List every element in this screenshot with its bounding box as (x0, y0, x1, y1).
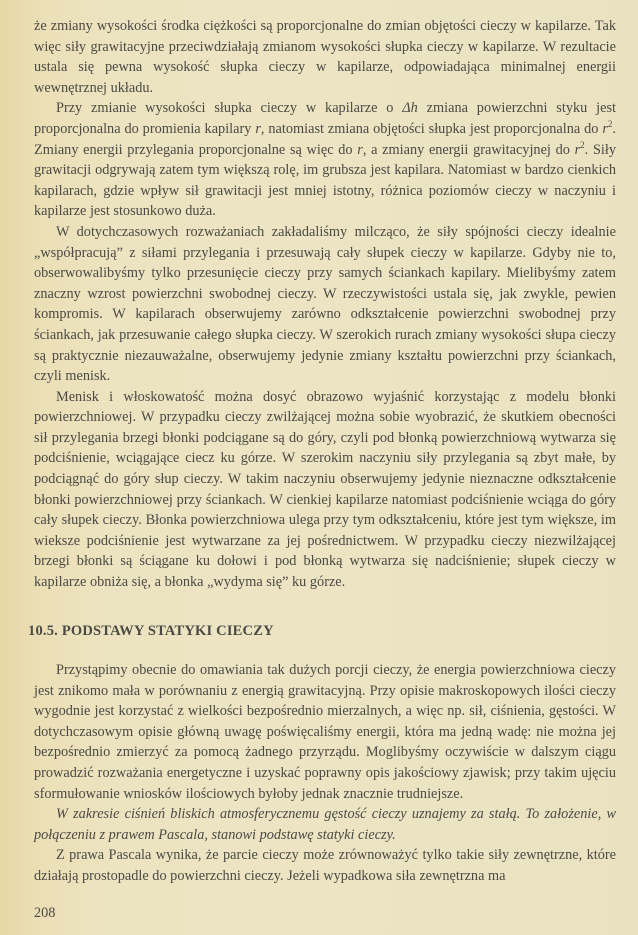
text-run: , a zmiany energii grawitacyjnej do (362, 141, 575, 158)
symbol-r: r (574, 141, 581, 158)
symbol-delta-h: Δh (402, 100, 418, 117)
text-run: , natomiast zmiana objętości słupka jest proporcjonalna do (260, 120, 603, 137)
text-run: . Siły grawitacji odgrywają zatem tym większą rolę, im grubsza jest kapilara. Natomiast w bardzo cienkich kapilarach, gdzie wpływ sił grawitacji jest mniej istotny, różnica poziomów cieczy w naczyniu i kapilarze jest stosunkowo duża. (34, 141, 616, 220)
paragraph-2 (34, 98, 616, 222)
text-run: . Zmiany energii przylegania proporcjonalne są więc do (34, 120, 616, 158)
text-run: zmiana powierzchni styku jest proporcjonalna do promienia kapilary (34, 100, 616, 137)
paragraph-3: W dotychczasowych rozważaniach zakładaliśmy milcząco, że siły spójności cieczy idealnie „współpracują” z siłami przylegania i przesuwają cały słupek cieczy w kapilarze. Gdyby nie to, obserwowalibyśmy tylko przesunięcie cieczy przy samych ściankach kapilary. Mielibyśmy zatem znaczny wzrost powierzchni swobodnej cieczy. W rzeczywistości ustala się, jak zwykle, pewien kompromis. W kapilarach obserwujemy zarówno odkształcenie powierzchni swobodnej przy ściankach, jak przesuwanie całego słupka cieczy. W szerokich rurach zmiany wysokości słupa cieczy są praktycznie niezauważalne, obserwujemy jedynie zmiany kształtu powierzchni przy ściankach, czyli menisk. (34, 223, 616, 385)
symbol-r: r (357, 141, 363, 158)
symbol-r: r (602, 120, 608, 137)
exponent: 2 (607, 118, 613, 129)
symbol-r: r (255, 120, 261, 137)
page-body-section (34, 660, 616, 887)
exponent: 2 (580, 139, 585, 150)
section-heading: 10.5. PODSTAWY STATYKI CIECZY (28, 623, 274, 639)
paragraph-7: Z prawa Pascala wynika, że parcie cieczy może zrównoważyć tylko takie siły zewnętrzne, które działają prostopadle do powierzchni cieczy. Jeżeli wypadkowa siła zewnętrzna ma (34, 847, 616, 884)
paragraph-5: Przystąpimy obecnie do omawiania tak dużych porcji cieczy, że energia powierzchniowa cieczy jest znikomo mała w porównaniu z energią grawitacyjną. Przy opisie makroskopowych ilości cieczy wygodnie jest korzystać z wielkości bezpośrednio mierzalnych, a więc np. sił, ciśnienia, gęstości. W dotychczasowym opisie główną uwagę poświęcaliśmy energii, która ma jedną wadę: nie można jej bezpośrednio zmierzyć za pomocą żadnego przyrządu. Moglibyśmy oczywiście w dalszym ciągu prowadzić rozważania energetyczne i uzyskać poprawny opis jakościowy zjawisk; przy takim ujęciu sformułowanie wniosków ilościowych byłoby jednak znacznie trudniejsze. (34, 662, 616, 802)
text-run: Przy zmianie wysokości słupka cieczy w kapilarze o (56, 100, 403, 117)
paragraph-1: że zmiany wysokości środka ciężkości są proporcjonalne do zmian objętości cieczy w kapilarze. Tak więc siły grawitacyjne przeciwdziałają zmianom wysokości słupka cieczy w kapilarze. W rezultacie ustala się pewna wysokość słupka cieczy w kapilarze, odpowiadająca minimalnej energii wewnętrznej układu. (34, 18, 616, 96)
paragraph-4: Menisk i włoskowatość można dosyć obrazowo wyjaśnić korzystając z modelu błonki powierzchniowej. W przypadku cieczy zwilżającej można sobie wyobrazić, że skutkiem obecności sił przylegania brzegi błonki podciągane są do góry, czyli pod błonką powierzchniową wytwarza się podciśnienie, wciągające ciecz ku górze. W szerokim naczyniu siły przylegania są zbyt małe, by podciągnąć do góry słup cieczy. W takim naczyniu obserwujemy jedynie nieznaczne odkształcenie błonki powierzchniowej przy ściankach. W cienkiej kapilarze natomiast podciśnienie wciąga do góry cały słupek cieczy. Błonka powierzchniowa ulega przy tym odkształceniu, które jest tym większe, im wieksze podciśnienie jest wytwarzane za jej pośrednictwem. W przypadku cieczy niezwilżającej brzegi błonki są ściągane ku dołowi i pod błonką wytwarza się nadciśnienie; słupek cieczy w kapilarze obniża się, a błonka „wydyma się” ku górze. (34, 388, 616, 591)
page-number: 208 (34, 905, 56, 921)
page-body-top (34, 16, 616, 593)
paragraph-6-italic: W zakresie ciśnień bliskich atmosferycznemu gęstość cieczy uznajemy za stałą. To założenie, w połączeniu z prawem Pascala, stanowi podstawę statyki cieczy. (34, 806, 616, 843)
